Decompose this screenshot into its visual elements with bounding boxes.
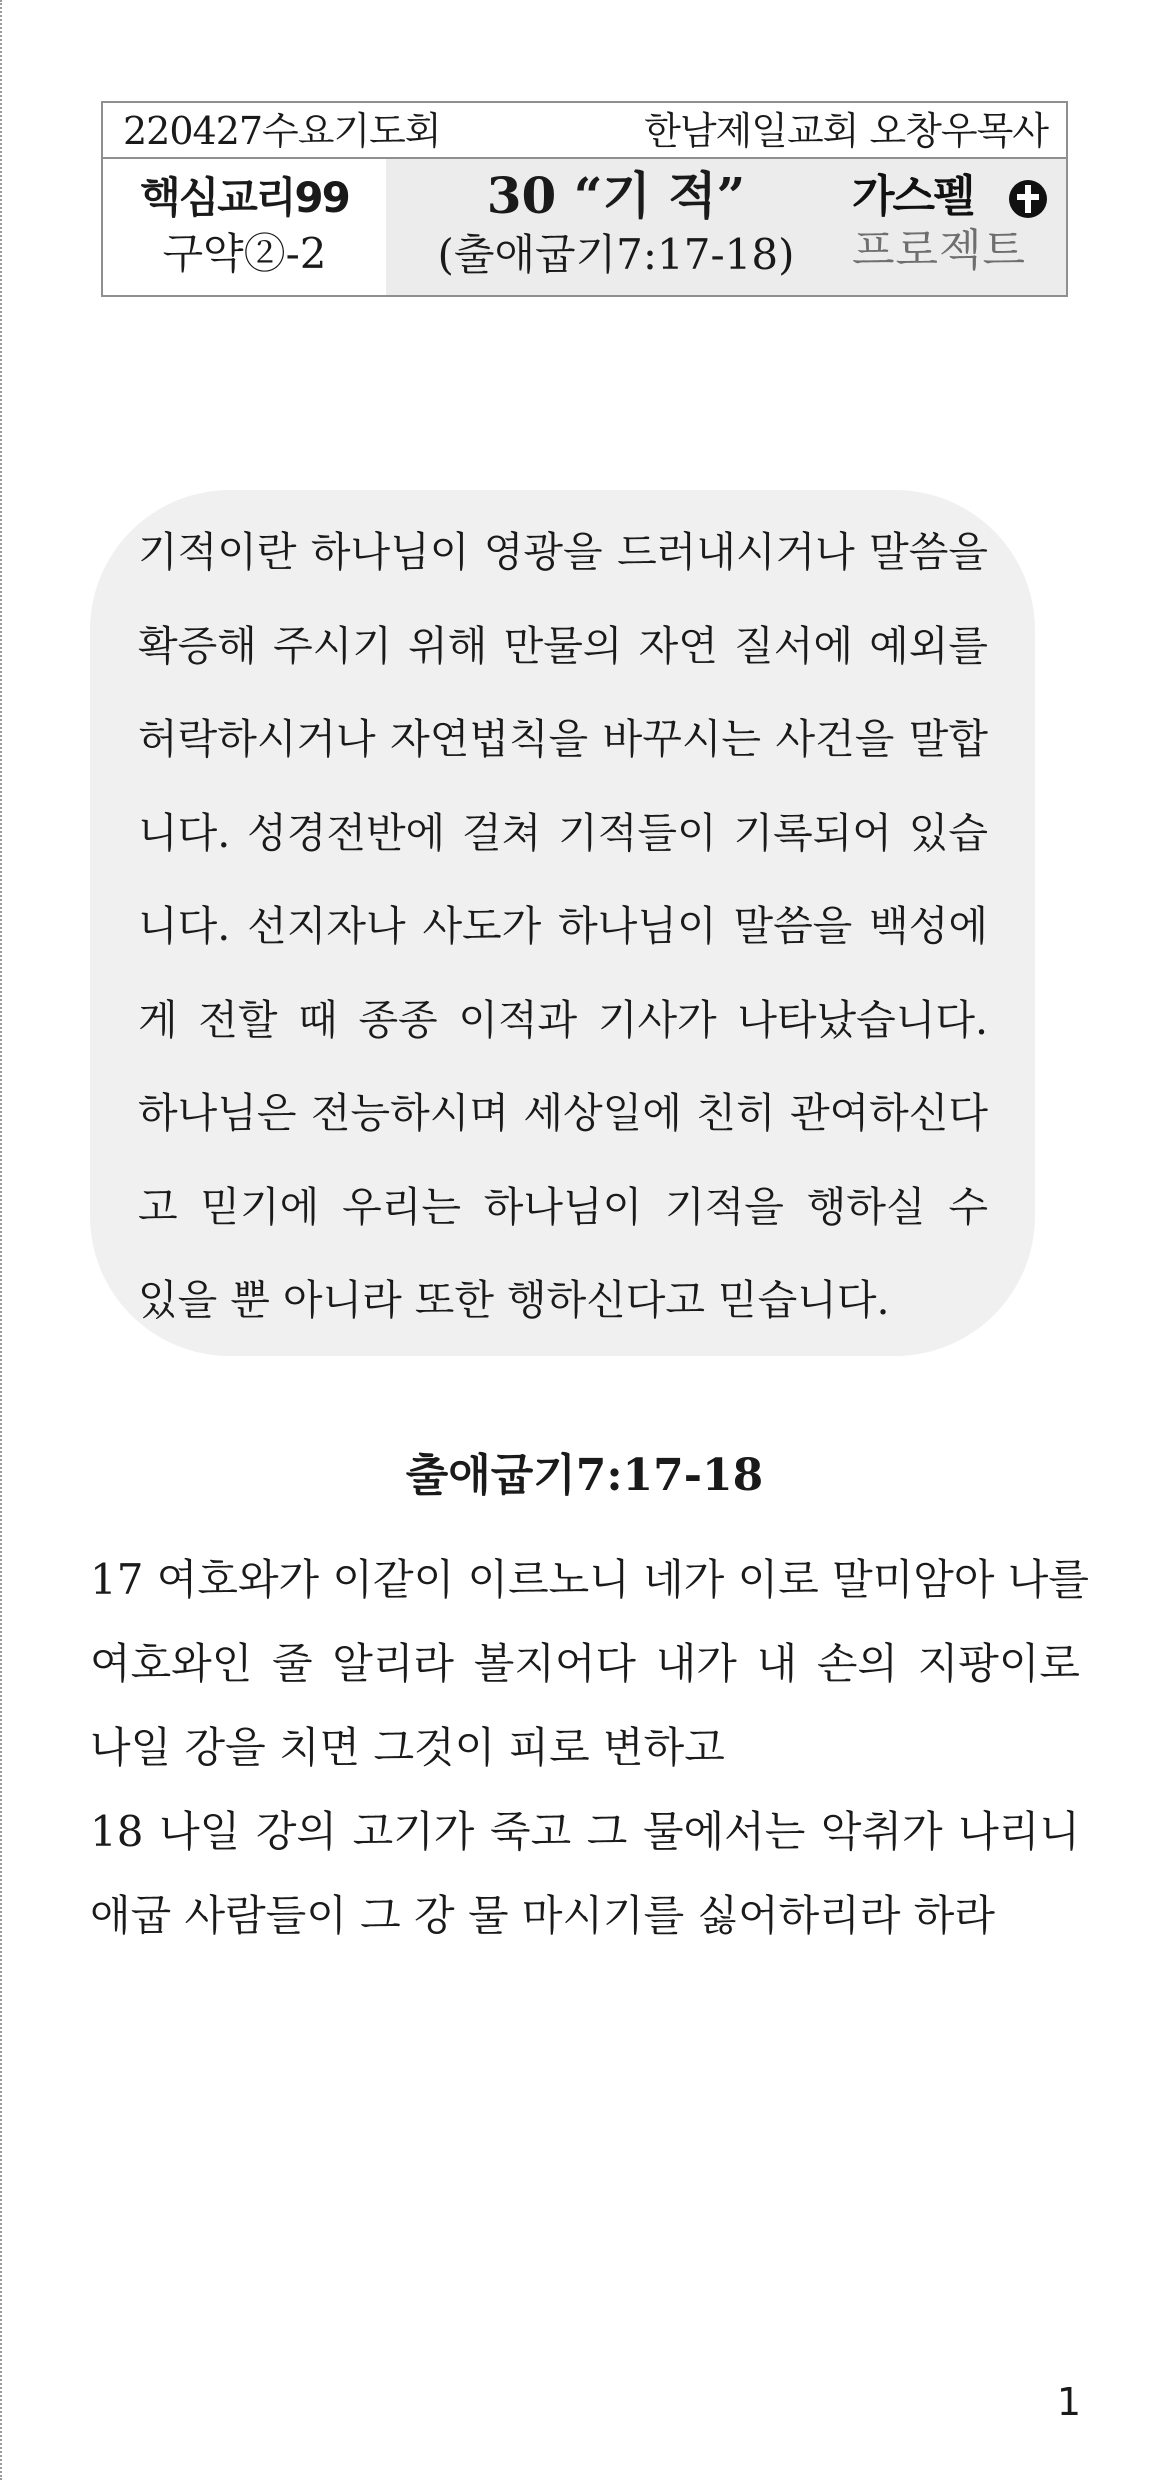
- scripture-line: 애굽 사람들이 그 강 물 마시기를 싫어하리라 하라: [90, 1891, 995, 1940]
- logo-text-top: 가스펠: [852, 171, 974, 222]
- service-date: 220427수요기도회: [123, 109, 441, 153]
- series-subtitle: 구약②-2: [162, 229, 327, 278]
- logo-text-bottom: 프로젝트: [852, 225, 1027, 276]
- definition-line: 니다. 선지자나 사도가 하나님이 말씀을 백성에: [138, 902, 988, 950]
- scripture-line: 나일 강을 치면 그것이 피로 변하고: [90, 1723, 725, 1772]
- scripture-line: 18 나일 강의 고기가 죽고 그 물에서는 악취가 나리니: [90, 1807, 1080, 1856]
- scripture-line: 17 여호와가 이같이 이르노니 네가 이로 말미암아 나를: [90, 1555, 1089, 1604]
- lesson-reference: (출애굽기7:17-18): [437, 230, 795, 279]
- definition-line: 기적이란 하나님이 영광을 드러내시거나 말씀을: [138, 528, 988, 576]
- lesson-cell: [386, 159, 1066, 295]
- church-pastor: 한남제일교회 오창우목사: [644, 109, 1048, 153]
- scripture-reference: 출애굽기7:17-18: [405, 1450, 764, 1501]
- lesson-title: 30 “기 적”: [486, 166, 746, 225]
- header-top-row: [103, 103, 1066, 159]
- definition-line: 게 전할 때 종종 이적과 기사가 나타났습니다.: [138, 995, 988, 1044]
- definition-line: 하나님은 전능하시며 세상일에 친히 관여하신다: [138, 1089, 988, 1137]
- definition-line: 확증해 주시기 위해 만물의 자연 질서에 예외를: [138, 621, 988, 670]
- definition-line: 고 믿기에 우리는 하나님이 기적을 행하실 수: [138, 1182, 988, 1231]
- definition-box: [90, 490, 1035, 1356]
- definition-text: [138, 506, 988, 1348]
- cross-circle-icon: [1008, 179, 1048, 219]
- series-title: 핵심교리99: [140, 173, 349, 222]
- definition-line: 있을 뿐 아니라 또한 행하신다고 믿습니다.: [138, 1276, 890, 1324]
- gospel-project-logo: [852, 169, 1052, 285]
- header-bottom-row: [103, 159, 1066, 295]
- header-table: [101, 101, 1068, 297]
- scripture-line: 여호와인 줄 알리라 볼지어다 내가 내 손의 지팡이로: [90, 1639, 1080, 1688]
- page-left-border: [0, 0, 2, 2480]
- definition-line: 허락하시거나 자연법칙을 바꾸시는 사건을 말합: [138, 715, 988, 763]
- series-cell: [103, 159, 386, 295]
- definition-line: 니다. 성경전반에 걸쳐 기적들이 기록되어 있습: [138, 808, 988, 857]
- scripture-passage: [90, 1538, 1089, 1958]
- page-number: 1: [1056, 2380, 1081, 2424]
